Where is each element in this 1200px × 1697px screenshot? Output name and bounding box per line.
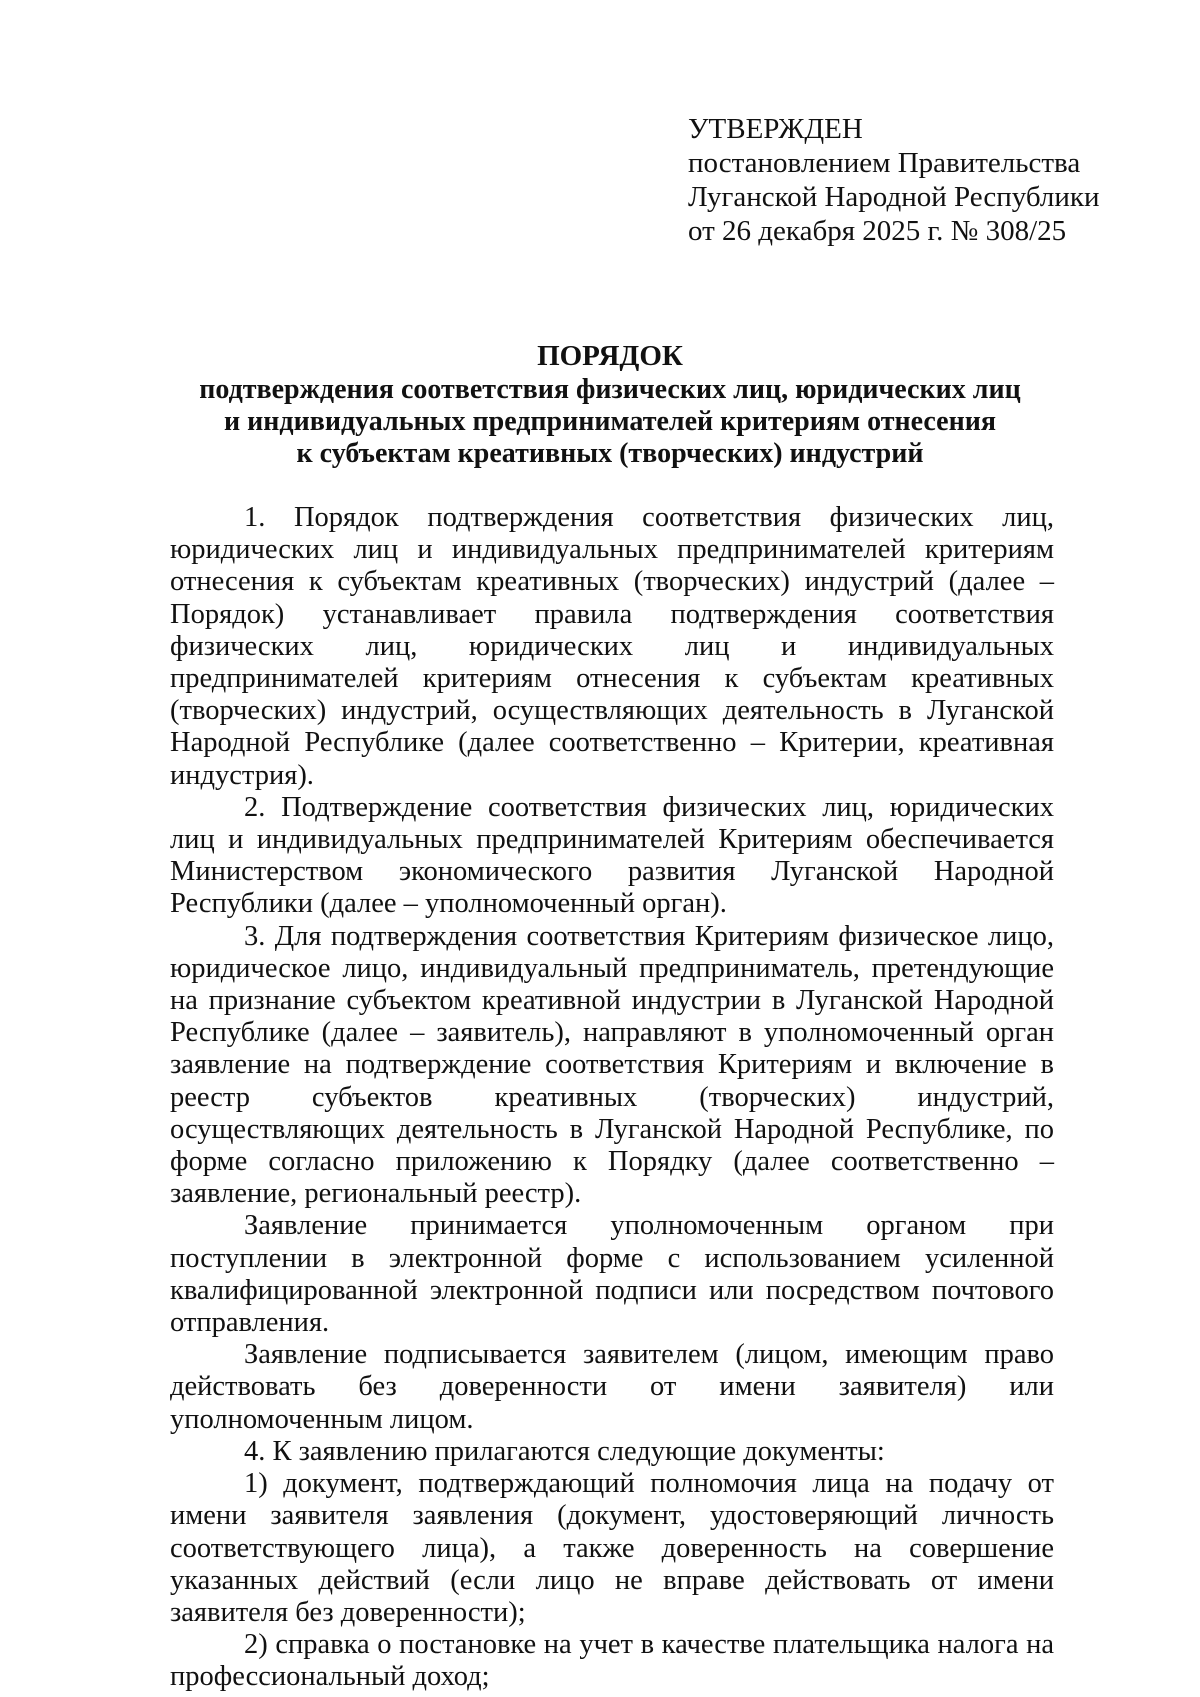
approval-label: УТВЕРЖДЕН <box>688 113 863 145</box>
approval-stamp-block <box>688 112 1148 248</box>
document-body <box>170 502 1054 1694</box>
paragraph-4-item-1: 1) документ, подтверждающий полномочия лица на подачу от имени заявителя заявления (документ, удостоверяющий личность соответствующего лица), а также доверенность на совершение указанных действий (если лицо не вправе действовать от имени заявителя без доверенности); <box>170 1468 1054 1628</box>
approval-line-2: Луганской Народной Республики <box>688 181 1100 213</box>
paragraph-4: 4. К заявлению прилагаются следующие документы: <box>244 1435 885 1467</box>
approval-line-3: от 26 декабря 2025 г. № 308/25 <box>688 215 1067 247</box>
paragraph-3-submission: Заявление принимается уполномоченным органом при поступлении в электронной форме с использованием усиленной квалифицированной электронной подписи или посредством почтового отправления. <box>170 1210 1054 1339</box>
paragraph-3-signature: Заявление подписывается заявителем (лицом, имеющим право действовать без доверенности от имени заявителя) или уполномоченным лицом. <box>170 1339 1054 1435</box>
document-subtitle-line-3: к субъектам креативных (творческих) индустрий <box>296 438 924 469</box>
paragraph-3: 3. Для подтверждения соответствия Критериям физическое лицо, юридическое лицо, индивидуальный предприниматель, претендующие на признание субъектом креативной индустрии в Луганской Народной Республике (далее – заявитель), направляют в уполномоченный орган заявление на подтверждение соответствия Критериям и включение в реестр субъектов креативных (творческих) индустрий, осуществляющих деятельность в Луганской Народной Республике, по форме согласно приложению к Порядку (далее соответственно – заявление, региональный реестр). <box>170 920 1054 1210</box>
paragraph-4-item-2: 2) справка о постановке на учет в качестве плательщика налога на профессиональный доход; <box>170 1629 1054 1693</box>
document-heading <box>170 340 1050 470</box>
approval-line-1: постановлением Правительства <box>688 147 1081 179</box>
document-title: ПОРЯДОК <box>537 340 683 372</box>
document-subtitle-line-2: и индивидуальных предпринимателей критериям отнесения <box>224 406 996 437</box>
paragraph-2: 2. Подтверждение соответствия физических лиц, юридических лиц и индивидуальных предпринимателей Критериям обеспечивается Министерством экономического развития Луганской Народной Республики (далее – уполномоченный орган). <box>170 791 1054 920</box>
document-subtitle-line-1: подтверждения соответствия физических лиц, юридических лиц <box>199 374 1021 405</box>
paragraph-1: 1. Порядок подтверждения соответствия физических лиц, юридических лиц и индивидуальных предпринимателей критериям отнесения к субъектам креативных (творческих) индустрий (далее – Порядок) устанавливает правила подтверждения соответствия физических лиц, юридических лиц и индивидуальных предпринимателей критериям отнесения к субъектам креативных (творческих) индустрий, осуществляющих деятельность в Луганской Народной Республике (далее соответственно – Критерии, креативная индустрия). <box>170 502 1054 791</box>
